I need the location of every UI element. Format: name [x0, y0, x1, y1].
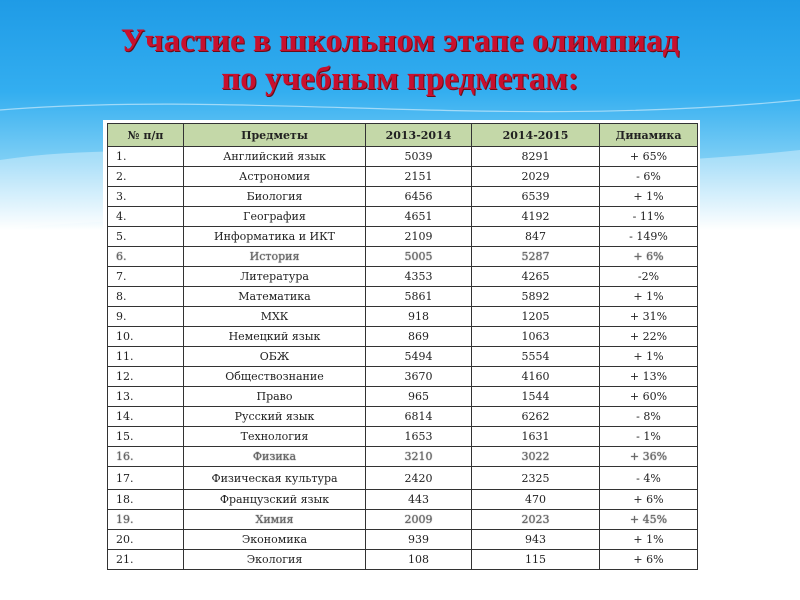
dynamics: + 1% [600, 530, 698, 550]
subject: Математика [184, 287, 366, 307]
count-2014-2015: 8291 [472, 147, 600, 167]
count-2014-2015: 3022 [472, 447, 600, 467]
table-row [108, 307, 698, 327]
header-dynamics: Динамика [600, 124, 698, 147]
count-2013-2014: 2420 [366, 467, 472, 490]
table-row [108, 287, 698, 307]
dynamics: + 45% [600, 510, 698, 530]
row-number: 7. [108, 267, 184, 287]
dynamics: + 65% [600, 147, 698, 167]
dynamics: + 1% [600, 347, 698, 367]
row-number: 10. [108, 327, 184, 347]
count-2013-2014: 5494 [366, 347, 472, 367]
row-number: 5. [108, 227, 184, 247]
count-2013-2014: 965 [366, 387, 472, 407]
count-2014-2015: 1544 [472, 387, 600, 407]
dynamics: + 1% [600, 187, 698, 207]
count-2014-2015: 470 [472, 490, 600, 510]
count-2013-2014: 5861 [366, 287, 472, 307]
row-number: 11. [108, 347, 184, 367]
table-row [108, 347, 698, 367]
row-number: 3. [108, 187, 184, 207]
count-2013-2014: 4353 [366, 267, 472, 287]
table-row [108, 227, 698, 247]
table-row [108, 407, 698, 427]
count-2013-2014: 4651 [366, 207, 472, 227]
subject: ОБЖ [184, 347, 366, 367]
row-number: 15. [108, 427, 184, 447]
subject: Астрономия [184, 167, 366, 187]
count-2013-2014: 918 [366, 307, 472, 327]
dynamics: - 8% [600, 407, 698, 427]
table-row [108, 267, 698, 287]
count-2013-2014: 6456 [366, 187, 472, 207]
subject: Французский язык [184, 490, 366, 510]
count-2013-2014: 2109 [366, 227, 472, 247]
title-line-2: по учебным предметам: [221, 61, 579, 97]
dynamics: + 13% [600, 367, 698, 387]
subject: Физическая культура [184, 467, 366, 490]
count-2013-2014: 6814 [366, 407, 472, 427]
count-2014-2015: 4192 [472, 207, 600, 227]
count-2013-2014: 5039 [366, 147, 472, 167]
table-row [108, 207, 698, 227]
row-number: 13. [108, 387, 184, 407]
table-row [108, 510, 698, 530]
table-row [108, 387, 698, 407]
subject: История [184, 247, 366, 267]
row-number: 1. [108, 147, 184, 167]
subject: Обществознание [184, 367, 366, 387]
row-number: 2. [108, 167, 184, 187]
subject: Химия [184, 510, 366, 530]
dynamics: + 6% [600, 550, 698, 570]
count-2014-2015: 847 [472, 227, 600, 247]
count-2013-2014: 869 [366, 327, 472, 347]
dynamics: + 31% [600, 307, 698, 327]
subject: Технология [184, 427, 366, 447]
subject: Английский язык [184, 147, 366, 167]
table-body [108, 147, 698, 570]
row-number: 19. [108, 510, 184, 530]
count-2013-2014: 5005 [366, 247, 472, 267]
table-row [108, 167, 698, 187]
dynamics: + 6% [600, 247, 698, 267]
count-2014-2015: 4265 [472, 267, 600, 287]
dynamics: + 60% [600, 387, 698, 407]
subject: Биология [184, 187, 366, 207]
table-row [108, 447, 698, 467]
subject: Русский язык [184, 407, 366, 427]
header-subject: Предметы [184, 124, 366, 147]
subject: Физика [184, 447, 366, 467]
header-2014-2015: 2014-2015 [472, 124, 600, 147]
subject: Литература [184, 267, 366, 287]
count-2013-2014: 1653 [366, 427, 472, 447]
row-number: 21. [108, 550, 184, 570]
subject: МХК [184, 307, 366, 327]
dynamics: - 11% [600, 207, 698, 227]
row-number: 6. [108, 247, 184, 267]
count-2014-2015: 2325 [472, 467, 600, 490]
row-number: 14. [108, 407, 184, 427]
table-row [108, 147, 698, 167]
row-number: 18. [108, 490, 184, 510]
table-header-row [108, 124, 698, 147]
header-2013-2014: 2013-2014 [366, 124, 472, 147]
table-row [108, 247, 698, 267]
dynamics: - 149% [600, 227, 698, 247]
count-2014-2015: 943 [472, 530, 600, 550]
count-2014-2015: 5554 [472, 347, 600, 367]
count-2013-2014: 939 [366, 530, 472, 550]
count-2014-2015: 5287 [472, 247, 600, 267]
header-number: № п/п [108, 124, 184, 147]
dynamics: - 6% [600, 167, 698, 187]
table-row [108, 427, 698, 447]
table-row [108, 490, 698, 510]
count-2014-2015: 1631 [472, 427, 600, 447]
count-2013-2014: 2151 [366, 167, 472, 187]
slide-title [0, 22, 800, 98]
table-row [108, 550, 698, 570]
subject: Право [184, 387, 366, 407]
olympiad-table [107, 123, 698, 570]
row-number: 20. [108, 530, 184, 550]
count-2014-2015: 6262 [472, 407, 600, 427]
count-2014-2015: 6539 [472, 187, 600, 207]
subject: Немецкий язык [184, 327, 366, 347]
count-2013-2014: 3210 [366, 447, 472, 467]
dynamics: + 36% [600, 447, 698, 467]
count-2014-2015: 2023 [472, 510, 600, 530]
dynamics: - 1% [600, 427, 698, 447]
row-number: 4. [108, 207, 184, 227]
table-row [108, 187, 698, 207]
count-2013-2014: 443 [366, 490, 472, 510]
count-2014-2015: 1063 [472, 327, 600, 347]
table-row [108, 367, 698, 387]
subject: Экономика [184, 530, 366, 550]
count-2014-2015: 1205 [472, 307, 600, 327]
count-2014-2015: 4160 [472, 367, 600, 387]
table-row [108, 327, 698, 347]
count-2014-2015: 5892 [472, 287, 600, 307]
row-number: 8. [108, 287, 184, 307]
dynamics: + 1% [600, 287, 698, 307]
title-line-1: Участие в школьном этапе олимпиад [120, 23, 680, 59]
subject: Экология [184, 550, 366, 570]
dynamics: -2% [600, 267, 698, 287]
count-2014-2015: 115 [472, 550, 600, 570]
subject: Информатика и ИКТ [184, 227, 366, 247]
subject: География [184, 207, 366, 227]
dynamics: + 6% [600, 490, 698, 510]
row-number: 17. [108, 467, 184, 490]
row-number: 9. [108, 307, 184, 327]
count-2014-2015: 2029 [472, 167, 600, 187]
table-row [108, 467, 698, 490]
table-row [108, 530, 698, 550]
row-number: 12. [108, 367, 184, 387]
dynamics: + 22% [600, 327, 698, 347]
count-2013-2014: 108 [366, 550, 472, 570]
count-2013-2014: 3670 [366, 367, 472, 387]
dynamics: - 4% [600, 467, 698, 490]
row-number: 16. [108, 447, 184, 467]
count-2013-2014: 2009 [366, 510, 472, 530]
